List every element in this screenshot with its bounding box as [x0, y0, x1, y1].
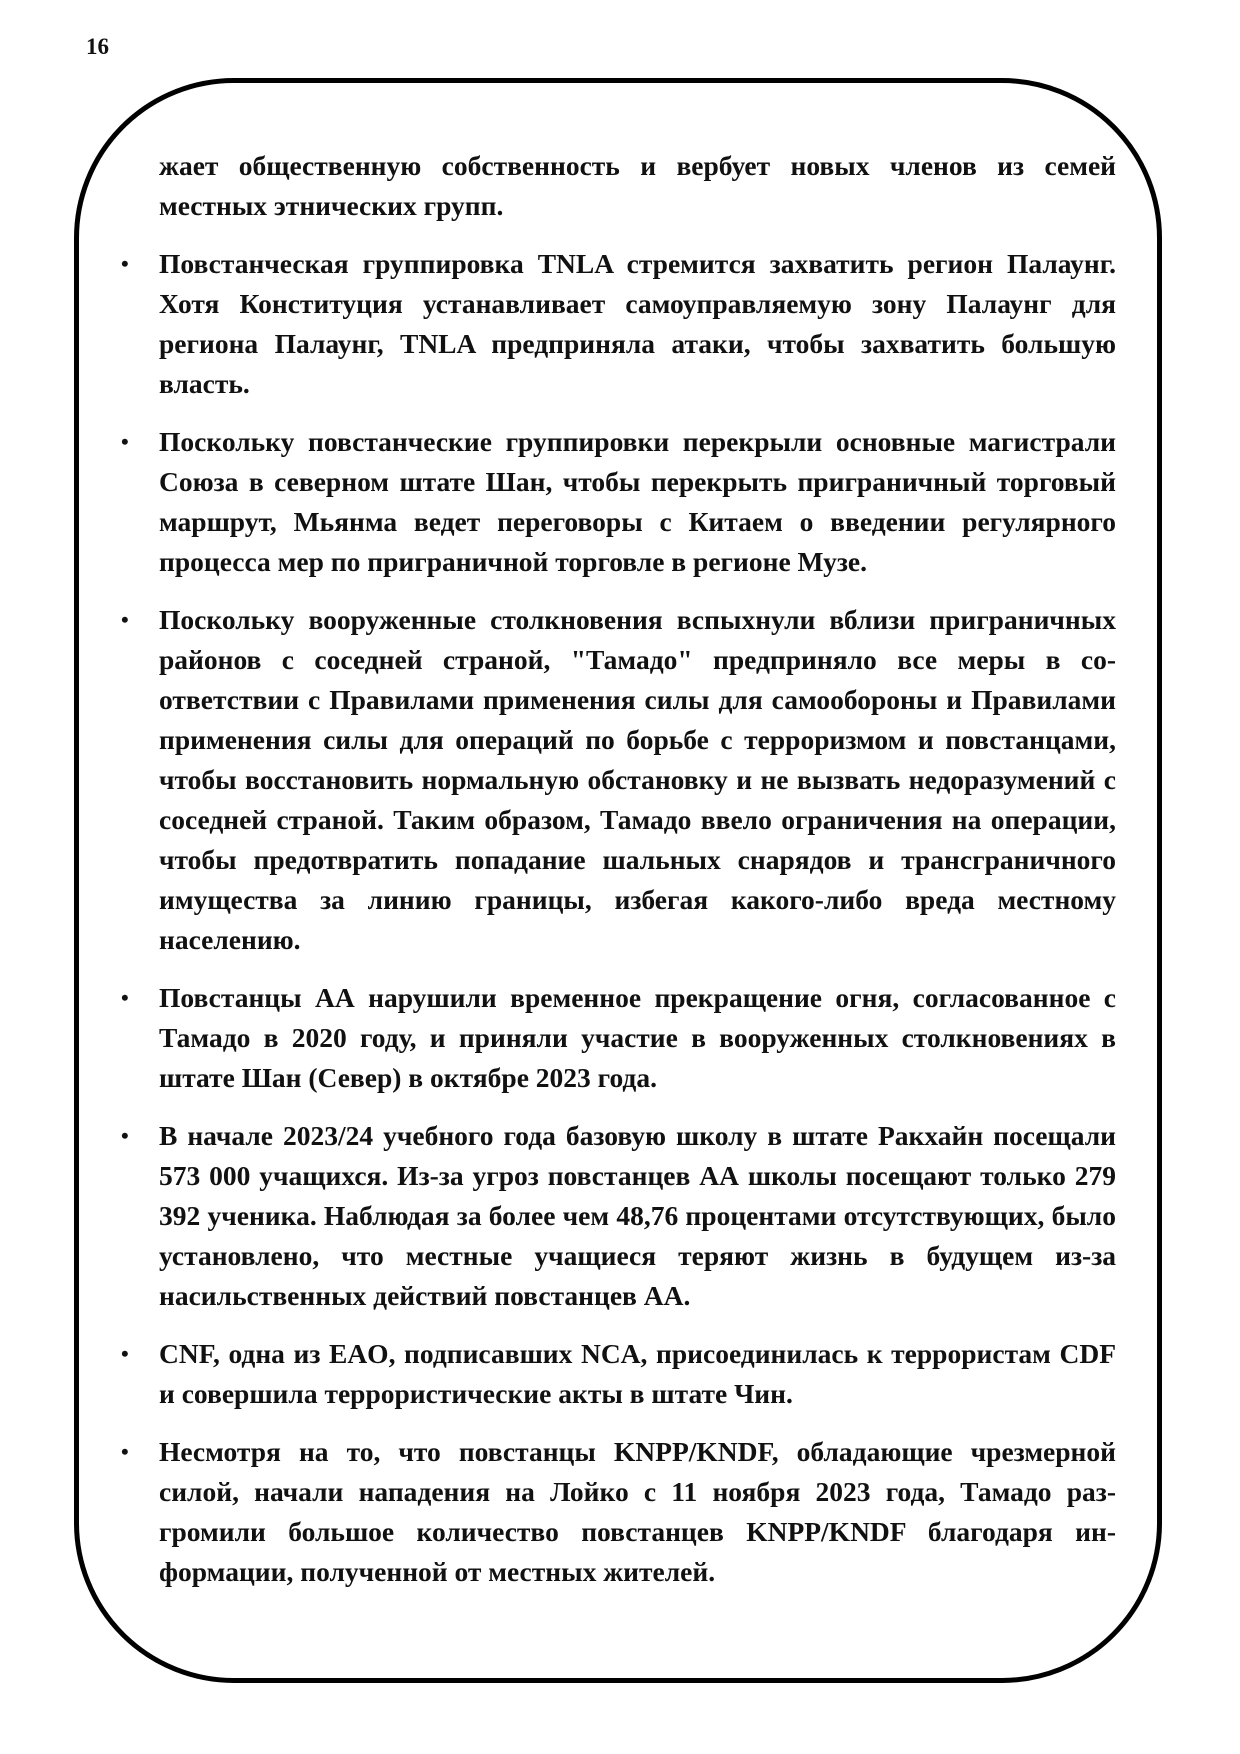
list-item-text: Несмотря на то, что повстанцы KNPP/KNDF, обладающие чрезмерной силой, начали нападения на Лойко с 11 ноября 2023 года, Тамадо разгромили большое количество повстанцев KNPP/KNDF благодаря информации, полученной от местных жителей. — [159, 1436, 1116, 1587]
page-number: 16 — [86, 34, 109, 59]
list-item — [119, 1116, 1116, 1316]
list-item — [119, 978, 1116, 1098]
bullet-list — [119, 244, 1116, 1592]
list-item-text: Поскольку вооруженные столкновения вспыхнули вблизи приграничных районов с соседней страной, "Тамадо" предприняло все меры в соответствии с Правилами применения силы для самообороны и Правилами применения силы для операций по борьбе с терроризмом и повстанцами, чтобы восстановить нормальную обстановку и не вызвать недоразумений с соседней страной. Таким образом, Тамадо ввело ограничения на операции, чтобы предотвратить попадание шальных снарядов и трансграничного имущества за линию границы, избегая какого-либо вреда местному населению. — [159, 604, 1116, 955]
list-item-text: Повстанческая группировка TNLA стремится захватить регион Палаунг. Хотя Конституция устанавливает самоуправляемую зону Палаунг для региона Палаунг, TNLA предприняла атаки, чтобы захватить большую власть. — [159, 248, 1116, 399]
bullet-icon: • — [121, 1439, 129, 1464]
bullet-icon: • — [121, 1123, 129, 1148]
bullet-icon: • — [121, 607, 129, 632]
list-item — [119, 600, 1116, 960]
document-body — [119, 146, 1116, 1592]
bullet-icon: • — [121, 1341, 129, 1366]
bullet-icon: • — [121, 251, 129, 276]
list-item — [119, 244, 1116, 404]
list-item — [119, 1334, 1116, 1414]
intro-paragraph: жает общественную собственность и вербует новых членов из семей местных этнических групп. — [159, 150, 1116, 221]
list-item-text: CNF, одна из EAO, подписавших NCA, присоединилась к террористам CDF и совершила террористические акты в штате Чин. — [159, 1338, 1116, 1409]
list-item — [119, 1432, 1116, 1592]
bullet-icon: • — [121, 985, 129, 1010]
list-item — [119, 422, 1116, 582]
list-item-text: Поскольку повстанческие группировки перекрыли основные магистрали Союза в северном штате Шан, чтобы перекрыть приграничный торговый маршрут, Мьянма ведет переговоры с Китаем о введении регулярного процесса мер по приграничной торговле в регионе Музе. — [159, 426, 1116, 577]
list-item-text: Повстанцы АА нарушили временное прекращение огня, согласованное с Тамадо в 2020 году, и приняли участие в вооруженных столкновениях в штате Шан (Север) в октябре 2023 года. — [159, 982, 1116, 1093]
bullet-icon: • — [121, 429, 129, 454]
list-item-text: В начале 2023/24 учебного года базовую школу в штате Ракхайн посещали 573 000 учащихся. Из-за угроз повстанцев АА школы посещают только 279 392 ученика. Наблюдая за более чем 48,76 процентами отсутствующих, было установлено, что местные учащиеся теряют жизнь в будущем из-за насильственных действий повстанцев АА. — [159, 1120, 1116, 1311]
